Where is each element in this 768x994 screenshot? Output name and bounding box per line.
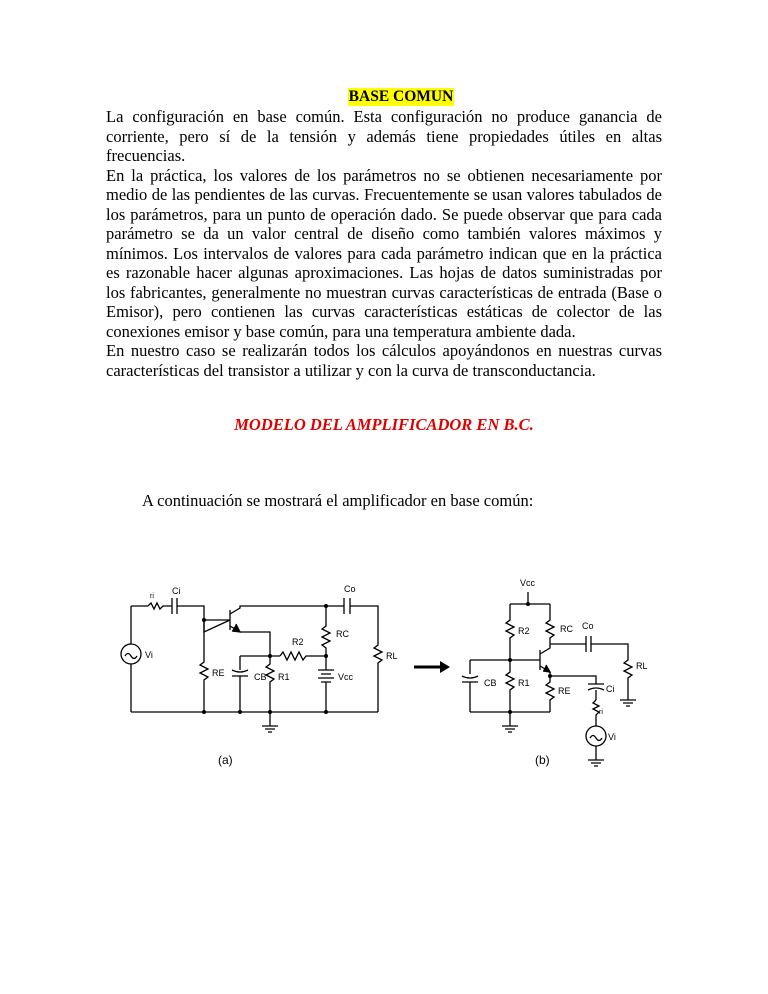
label-cb-b: CB [484,678,497,688]
label-rc-a: RC [336,629,349,639]
label-rl-b: RL [636,661,648,671]
label-r1-a: R1 [278,672,290,682]
intro-text: A continuación se mostrará el amplificador en base común: [142,491,534,510]
body-text [106,107,662,380]
label-re-a: RE [212,668,225,678]
label-co-a: Co [344,584,356,594]
page-title: BASE COMUN [348,88,454,105]
label-ci-a: Ci [172,586,181,596]
label-r2-b: R2 [518,626,530,636]
paragraph-2: En la práctica, los valores de los parámetros no se obtienen necesariamente por medio de las pendientes de las curvas. Frecuentemente se usan valores tabulados de los parámetros, para un punto de operación dado. Se puede observar que para cada parámetro se da un valor central de diseño como también valores máximos y mínimos. Los intervalos de valores para cada parámetro indican que en la práctica es razonable hacer algunas aproximaciones. Las hojas de datos suministradas por los fabricantes, generalmente no muestran curvas características de entrada (Base o Emisor), pero contienen las curvas características estáticas de colector de las conexiones emisor y base común, para una temperatura ambiente dada. [106,165,662,341]
label-vi-a: Vi [145,650,153,660]
label-co-b: Co [582,621,594,631]
arrow-icon [414,661,450,673]
label-re-b: RE [558,686,571,696]
circuit-a-wires [121,598,382,732]
section-heading: MODELO DEL AMPLIFICADOR EN B.C. [234,415,534,434]
label-vcc-a: Vcc [338,672,354,682]
label-r2-a: R2 [292,637,304,647]
paragraph-1: La configuración en base común. Esta configuración no produce ganancia de corriente, pero sí de la tensión y además tiene propiedades útiles en altas frecuencias. [106,107,662,165]
title-wrap [0,88,768,106]
label-vcc-b: Vcc [520,578,536,588]
caption-a: (a) [218,753,233,767]
label-r1-b: R1 [518,678,530,688]
label-cb-a: CB [254,672,267,682]
label-rl-a: RL [386,651,398,661]
circuit-diagrams [0,560,768,780]
caption-b: (b) [535,753,550,767]
label-vi-b: Vi [608,732,616,742]
circuit-b-junctions [508,602,552,714]
label-rc-b: RC [560,624,573,634]
circuit-a-labels [145,584,398,682]
label-ri-b: ri [599,709,603,716]
paragraph-3: En nuestro caso se realizarán todos los cálculos apoyándonos en nuestras curvas características del transistor a utilizar y con la curva de transconductancia. [106,341,662,380]
label-ci-b: Ci [606,684,615,694]
label-ri-a: ri [150,593,154,600]
